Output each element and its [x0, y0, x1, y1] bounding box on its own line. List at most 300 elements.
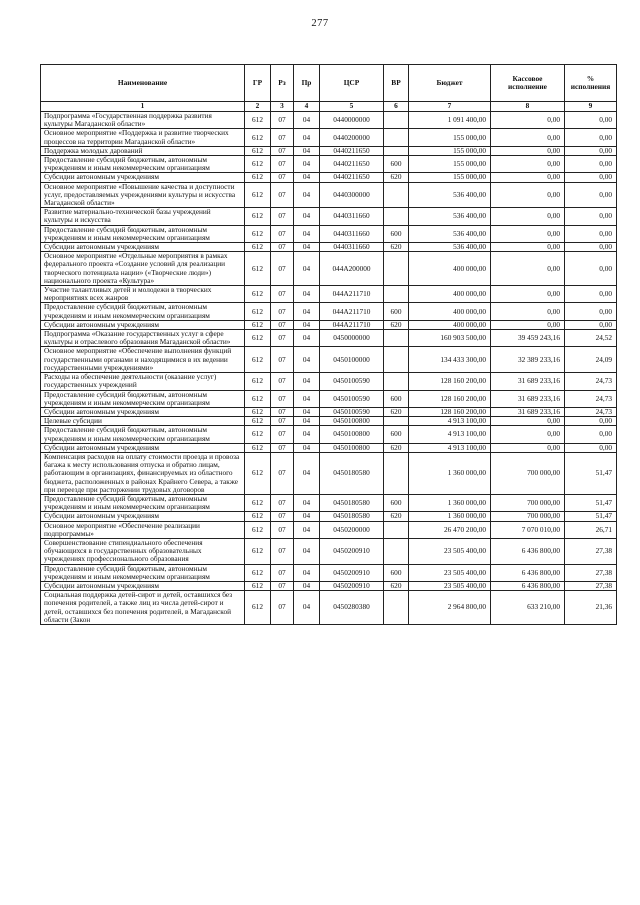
row-name: Предоставление субсидий бюджетным, автономным учреждениям и иным некоммерческим организациям [41, 225, 245, 242]
table-row [41, 591, 617, 625]
column-number: 6 [384, 102, 409, 112]
row-pr: 04 [294, 390, 320, 407]
row-rz: 07 [271, 521, 294, 538]
row-vr [384, 112, 409, 129]
row-pr: 04 [294, 407, 320, 416]
row-budget: 536 400,00 [409, 182, 491, 208]
table-row [41, 521, 617, 538]
row-gr: 612 [245, 286, 271, 303]
row-gr: 612 [245, 591, 271, 625]
row-gr: 612 [245, 129, 271, 146]
row-csr: 044А211710 [320, 303, 384, 320]
row-rz: 07 [271, 564, 294, 581]
row-csr: 0450200910 [320, 538, 384, 564]
row-gr: 612 [245, 426, 271, 443]
row-name: Предоставление субсидий бюджетным, автономным учреждениям и иным некоммерческим организациям [41, 390, 245, 407]
row-gr: 612 [245, 373, 271, 390]
row-name: Основное мероприятие «Повышение качества и доступности услуг, предоставляемых учреждениями культуры и искусства Магаданской области» [41, 182, 245, 208]
row-cash: 0,00 [491, 225, 565, 242]
row-percent: 0,00 [565, 417, 617, 426]
row-csr: 0440311660 [320, 225, 384, 242]
row-name: Предоставление субсидий бюджетным, автономным учреждениям и иным некоммерческим организациям [41, 494, 245, 511]
row-rz: 07 [271, 591, 294, 625]
row-cash: 32 389 233,16 [491, 347, 565, 373]
row-budget: 128 160 200,00 [409, 390, 491, 407]
row-name: Основное мероприятие «Обеспечение реализации подпрограммы» [41, 521, 245, 538]
row-cash: 0,00 [491, 417, 565, 426]
row-csr: 0440311660 [320, 208, 384, 225]
table-row [41, 129, 617, 146]
row-csr: 0450280380 [320, 591, 384, 625]
row-cash: 6 436 800,00 [491, 581, 565, 590]
row-rz: 07 [271, 494, 294, 511]
row-vr: 620 [384, 581, 409, 590]
row-vr [384, 286, 409, 303]
row-gr: 612 [245, 347, 271, 373]
row-budget: 536 400,00 [409, 225, 491, 242]
row-pr: 04 [294, 129, 320, 146]
row-gr: 612 [245, 330, 271, 347]
table-row [41, 252, 617, 286]
row-budget: 23 505 400,00 [409, 581, 491, 590]
row-name: Предоставление субсидий бюджетным, автономным учреждениям и иным некоммерческим организациям [41, 564, 245, 581]
column-number: 5 [320, 102, 384, 112]
row-percent: 21,36 [565, 591, 617, 625]
row-vr: 600 [384, 564, 409, 581]
row-rz: 07 [271, 390, 294, 407]
row-percent: 51,47 [565, 452, 617, 494]
table-row [41, 452, 617, 494]
header-gr: ГР [245, 65, 271, 102]
row-csr: 0440311660 [320, 243, 384, 252]
table-row [41, 581, 617, 590]
row-pr: 04 [294, 538, 320, 564]
row-csr: 0440300000 [320, 182, 384, 208]
table-row [41, 538, 617, 564]
row-rz: 07 [271, 156, 294, 173]
row-budget: 160 903 500,00 [409, 330, 491, 347]
row-percent: 0,00 [565, 208, 617, 225]
row-vr: 600 [384, 303, 409, 320]
row-name: Поддержка молодых дарований [41, 146, 245, 155]
row-gr: 612 [245, 390, 271, 407]
row-name: Предоставление субсидий бюджетным, автономным учреждениям и иным некоммерческим организациям [41, 303, 245, 320]
row-cash: 31 689 233,16 [491, 373, 565, 390]
row-cash: 0,00 [491, 208, 565, 225]
row-percent: 0,00 [565, 303, 617, 320]
row-gr: 612 [245, 320, 271, 329]
row-pr: 04 [294, 252, 320, 286]
row-vr [384, 208, 409, 225]
row-pr: 04 [294, 417, 320, 426]
row-name: Основное мероприятие «Поддержка и развитие творческих процессов на территории Магаданской области» [41, 129, 245, 146]
table-row [41, 426, 617, 443]
row-pr: 04 [294, 330, 320, 347]
table-row [41, 443, 617, 452]
row-pr: 04 [294, 112, 320, 129]
row-cash: 700 000,00 [491, 452, 565, 494]
row-rz: 07 [271, 182, 294, 208]
row-rz: 07 [271, 512, 294, 521]
table-row [41, 173, 617, 182]
row-csr: 0450180580 [320, 452, 384, 494]
row-gr: 612 [245, 173, 271, 182]
row-budget: 23 505 400,00 [409, 564, 491, 581]
row-pr: 04 [294, 243, 320, 252]
row-csr: 0450180580 [320, 494, 384, 511]
row-rz: 07 [271, 330, 294, 347]
column-number: 9 [565, 102, 617, 112]
table-row [41, 225, 617, 242]
row-name: Подпрограмма «Оказание государственных услуг в сфере культуры и отраслевого образования Магаданской области» [41, 330, 245, 347]
row-pr: 04 [294, 156, 320, 173]
row-gr: 612 [245, 156, 271, 173]
row-rz: 07 [271, 443, 294, 452]
row-name: Целевые субсидии [41, 417, 245, 426]
row-budget: 1 360 000,00 [409, 512, 491, 521]
row-cash: 0,00 [491, 173, 565, 182]
row-rz: 07 [271, 538, 294, 564]
header-row [41, 65, 617, 102]
row-name: Субсидии автономным учреждениям [41, 173, 245, 182]
row-percent: 0,00 [565, 225, 617, 242]
header-percent: % исполнения [565, 65, 617, 102]
row-csr: 0450100000 [320, 347, 384, 373]
row-rz: 07 [271, 320, 294, 329]
header-vr: ВР [384, 65, 409, 102]
row-cash: 0,00 [491, 243, 565, 252]
row-percent: 51,47 [565, 512, 617, 521]
row-budget: 128 160 200,00 [409, 407, 491, 416]
row-percent: 0,00 [565, 129, 617, 146]
row-vr [384, 373, 409, 390]
row-percent: 51,47 [565, 494, 617, 511]
row-budget: 536 400,00 [409, 208, 491, 225]
row-vr [384, 521, 409, 538]
table-row [41, 146, 617, 155]
row-percent: 0,00 [565, 156, 617, 173]
column-number: 8 [491, 102, 565, 112]
row-name: Компенсация расходов на оплату стоимости проезда и провоза багажа к месту использования отпуска и обратно лицам, работающим в организациях, финансируемых из областного бюджета, расположенных в районах Крайнего Севера, а также при переезде при расторжении трудовых договоров [41, 452, 245, 494]
row-gr: 612 [245, 252, 271, 286]
table-row [41, 330, 617, 347]
row-cash: 700 000,00 [491, 494, 565, 511]
column-number: 4 [294, 102, 320, 112]
row-cash: 633 210,00 [491, 591, 565, 625]
row-gr: 612 [245, 521, 271, 538]
row-pr: 04 [294, 286, 320, 303]
row-budget: 155 000,00 [409, 129, 491, 146]
row-gr: 612 [245, 225, 271, 242]
table-row [41, 373, 617, 390]
row-name: Развитие материально-технической базы учреждений культуры и искусства [41, 208, 245, 225]
row-cash: 6 436 800,00 [491, 564, 565, 581]
row-rz: 07 [271, 146, 294, 155]
row-percent: 0,00 [565, 426, 617, 443]
row-percent: 27,38 [565, 581, 617, 590]
row-csr: 0440211650 [320, 173, 384, 182]
row-percent: 0,00 [565, 243, 617, 252]
row-rz: 07 [271, 243, 294, 252]
row-csr: 044А211710 [320, 286, 384, 303]
row-gr: 612 [245, 243, 271, 252]
row-budget: 1 360 000,00 [409, 452, 491, 494]
row-csr: 0450100590 [320, 373, 384, 390]
row-csr: 044А211710 [320, 320, 384, 329]
row-percent: 24,73 [565, 373, 617, 390]
row-csr: 044А200000 [320, 252, 384, 286]
row-csr: 0440211650 [320, 156, 384, 173]
row-cash: 0,00 [491, 286, 565, 303]
row-name: Основное мероприятие «Отдельные мероприятия в рамках федерального проекта «Создание условий для реализации творческого потенциала нации» («Творческие люди») национального проекта «Культура» [41, 252, 245, 286]
row-gr: 612 [245, 564, 271, 581]
row-pr: 04 [294, 591, 320, 625]
row-rz: 07 [271, 208, 294, 225]
row-vr: 620 [384, 320, 409, 329]
row-csr: 0450000000 [320, 330, 384, 347]
row-percent: 24,52 [565, 330, 617, 347]
row-pr: 04 [294, 426, 320, 443]
row-rz: 07 [271, 286, 294, 303]
row-vr: 620 [384, 243, 409, 252]
row-rz: 07 [271, 417, 294, 426]
row-budget: 536 400,00 [409, 243, 491, 252]
table-body [41, 112, 617, 625]
row-pr: 04 [294, 521, 320, 538]
row-budget: 4 913 100,00 [409, 417, 491, 426]
row-pr: 04 [294, 564, 320, 581]
row-percent: 0,00 [565, 286, 617, 303]
row-percent: 0,00 [565, 182, 617, 208]
row-cash: 31 689 233,16 [491, 390, 565, 407]
header-pr: Пр [294, 65, 320, 102]
row-budget: 128 160 200,00 [409, 373, 491, 390]
column-number: 2 [245, 102, 271, 112]
row-budget: 155 000,00 [409, 146, 491, 155]
row-gr: 612 [245, 182, 271, 208]
row-percent: 0,00 [565, 443, 617, 452]
row-csr: 0450100800 [320, 426, 384, 443]
row-gr: 612 [245, 538, 271, 564]
row-vr [384, 347, 409, 373]
row-csr: 0450100590 [320, 407, 384, 416]
row-budget: 1 091 400,00 [409, 112, 491, 129]
row-pr: 04 [294, 373, 320, 390]
row-gr: 612 [245, 417, 271, 426]
page-number: 277 [311, 18, 329, 29]
row-cash: 0,00 [491, 182, 565, 208]
row-budget: 2 964 800,00 [409, 591, 491, 625]
row-cash: 7 070 010,00 [491, 521, 565, 538]
row-rz: 07 [271, 347, 294, 373]
row-pr: 04 [294, 494, 320, 511]
row-rz: 07 [271, 252, 294, 286]
row-cash: 39 459 243,16 [491, 330, 565, 347]
column-number-row [41, 102, 617, 112]
row-csr: 0450100800 [320, 417, 384, 426]
row-cash: 0,00 [491, 112, 565, 129]
row-gr: 612 [245, 443, 271, 452]
row-vr [384, 182, 409, 208]
row-vr: 620 [384, 443, 409, 452]
row-percent: 0,00 [565, 112, 617, 129]
row-vr: 620 [384, 407, 409, 416]
row-pr: 04 [294, 208, 320, 225]
row-pr: 04 [294, 146, 320, 155]
row-name: Социальная поддержка детей-сирот и детей, оставшихся без попечения родителей, а также лиц из числа детей-сирот и детей, оставшихся без попечения родителей, в Магаданской области (Закон [41, 591, 245, 625]
row-budget: 400 000,00 [409, 252, 491, 286]
row-percent: 24,73 [565, 390, 617, 407]
row-pr: 04 [294, 443, 320, 452]
row-pr: 04 [294, 581, 320, 590]
table-row [41, 390, 617, 407]
row-percent: 0,00 [565, 146, 617, 155]
row-csr: 0440211650 [320, 146, 384, 155]
row-pr: 04 [294, 182, 320, 208]
row-csr: 0450180580 [320, 512, 384, 521]
table-row [41, 156, 617, 173]
row-name: Подпрограмма «Государственная поддержка развития культуры Магаданской области» [41, 112, 245, 129]
row-gr: 612 [245, 146, 271, 155]
table-row [41, 112, 617, 129]
row-budget: 4 913 100,00 [409, 426, 491, 443]
header-budget: Бюджет [409, 65, 491, 102]
row-name: Совершенствование стипендиального обеспечения обучающихся в государственных образовательных учреждениях профессионального образования [41, 538, 245, 564]
row-percent: 24,73 [565, 407, 617, 416]
row-name: Субсидии автономным учреждениям [41, 512, 245, 521]
row-budget: 400 000,00 [409, 286, 491, 303]
table-row [41, 303, 617, 320]
row-csr: 0450100590 [320, 390, 384, 407]
header-rz: Рз [271, 65, 294, 102]
row-rz: 07 [271, 407, 294, 416]
row-csr: 0450200000 [320, 521, 384, 538]
row-name: Предоставление субсидий бюджетным, автономным учреждениям и иным некоммерческим организациям [41, 156, 245, 173]
row-rz: 07 [271, 112, 294, 129]
row-percent: 0,00 [565, 320, 617, 329]
row-gr: 612 [245, 512, 271, 521]
row-gr: 612 [245, 303, 271, 320]
table-row [41, 564, 617, 581]
row-cash: 0,00 [491, 320, 565, 329]
row-name: Субсидии автономным учреждениям [41, 581, 245, 590]
column-number: 3 [271, 102, 294, 112]
row-cash: 0,00 [491, 426, 565, 443]
row-vr: 600 [384, 390, 409, 407]
row-cash: 0,00 [491, 252, 565, 286]
row-budget: 1 360 000,00 [409, 494, 491, 511]
row-budget: 26 470 200,00 [409, 521, 491, 538]
row-vr: 600 [384, 426, 409, 443]
row-budget: 400 000,00 [409, 303, 491, 320]
row-vr [384, 252, 409, 286]
row-gr: 612 [245, 208, 271, 225]
row-name: Расходы на обеспечение деятельности (оказание услуг) государственных учреждений [41, 373, 245, 390]
table-row [41, 243, 617, 252]
row-name: Субсидии автономным учреждениям [41, 407, 245, 416]
row-budget: 4 913 100,00 [409, 443, 491, 452]
row-gr: 612 [245, 452, 271, 494]
row-csr: 0440200000 [320, 129, 384, 146]
table-row [41, 286, 617, 303]
row-gr: 612 [245, 494, 271, 511]
row-cash: 6 436 800,00 [491, 538, 565, 564]
row-budget: 23 505 400,00 [409, 538, 491, 564]
row-rz: 07 [271, 452, 294, 494]
row-vr [384, 452, 409, 494]
table-row [41, 320, 617, 329]
row-cash: 0,00 [491, 129, 565, 146]
row-csr: 0450200910 [320, 581, 384, 590]
row-name: Субсидии автономным учреждениям [41, 443, 245, 452]
row-percent: 27,38 [565, 564, 617, 581]
row-vr: 600 [384, 494, 409, 511]
row-gr: 612 [245, 112, 271, 129]
row-cash: 0,00 [491, 303, 565, 320]
row-vr: 620 [384, 512, 409, 521]
row-pr: 04 [294, 225, 320, 242]
row-percent: 26,71 [565, 521, 617, 538]
row-name: Участие талантливых детей и молодежи в творческих мероприятиях всех жанров [41, 286, 245, 303]
row-vr [384, 591, 409, 625]
column-number: 7 [409, 102, 491, 112]
row-cash: 31 689 233,16 [491, 407, 565, 416]
row-rz: 07 [271, 225, 294, 242]
row-cash: 0,00 [491, 156, 565, 173]
row-vr: 600 [384, 225, 409, 242]
row-percent: 27,38 [565, 538, 617, 564]
row-csr: 0450100800 [320, 443, 384, 452]
row-cash: 0,00 [491, 443, 565, 452]
budget-execution-table [40, 64, 617, 625]
row-vr [384, 330, 409, 347]
row-budget: 155 000,00 [409, 156, 491, 173]
table-row [41, 494, 617, 511]
row-name: Субсидии автономным учреждениям [41, 243, 245, 252]
row-csr: 0450200910 [320, 564, 384, 581]
row-pr: 04 [294, 452, 320, 494]
row-vr: 620 [384, 173, 409, 182]
row-cash: 700 000,00 [491, 512, 565, 521]
row-percent: 0,00 [565, 173, 617, 182]
row-vr [384, 538, 409, 564]
table-row [41, 182, 617, 208]
table-row [41, 407, 617, 416]
row-vr [384, 146, 409, 155]
row-rz: 07 [271, 303, 294, 320]
row-percent: 0,00 [565, 252, 617, 286]
table-row [41, 208, 617, 225]
row-budget: 400 000,00 [409, 320, 491, 329]
header-cash: Кассовое исполнение [491, 65, 565, 102]
row-name: Предоставление субсидий бюджетным, автономным учреждениям и иным некоммерческим организациям [41, 426, 245, 443]
row-pr: 04 [294, 320, 320, 329]
row-name: Субсидии автономным учреждениям [41, 320, 245, 329]
row-budget: 155 000,00 [409, 173, 491, 182]
row-rz: 07 [271, 426, 294, 443]
row-pr: 04 [294, 303, 320, 320]
table-row [41, 347, 617, 373]
row-vr [384, 129, 409, 146]
row-rz: 07 [271, 581, 294, 590]
row-rz: 07 [271, 129, 294, 146]
row-rz: 07 [271, 173, 294, 182]
header-name: Наименование [41, 65, 245, 102]
row-gr: 612 [245, 581, 271, 590]
row-rz: 07 [271, 373, 294, 390]
row-pr: 04 [294, 512, 320, 521]
row-vr [384, 417, 409, 426]
